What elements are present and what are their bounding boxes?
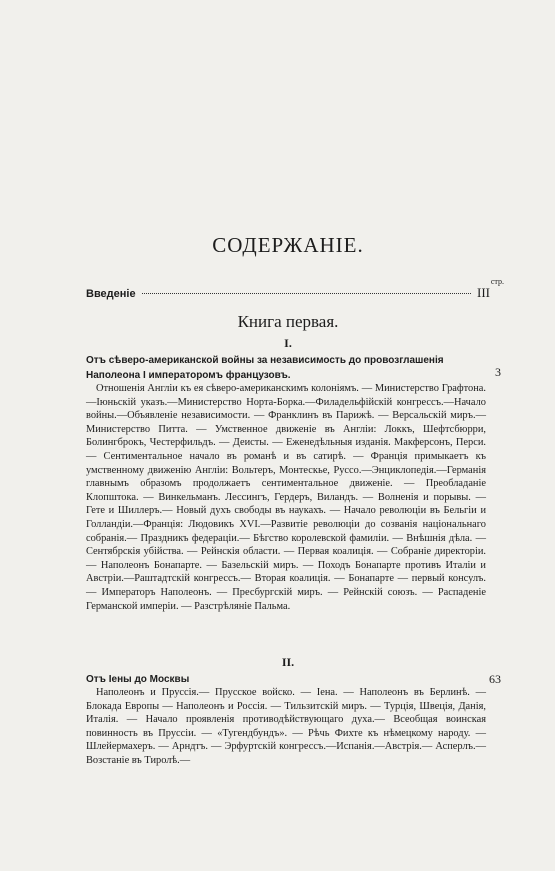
chapter-heading: Отъ Іены до Москвы (86, 674, 190, 685)
dot-leader (142, 293, 471, 294)
chapter-page: 3 (495, 365, 501, 379)
chapter-contents: Отношенія Англіи къ ея сѣверо-американскимъ колоніямъ. — Министерство Графтона.—Іюньскій указъ.—Министерство Норта-Борка.—Филадельфійскій конгрессъ.—Начало войны.—Объявленіе независимости. — Франклинъ въ Парижѣ. — Версальскій миръ.— Министерство Питта. — Умственное движеніе въ Англіи: Локкъ, Шефтсбюрри, Болингброкъ, Честерфильдъ. — Деисты. — Еженедѣльныя изданія. Макферсонъ, Перси. — Сентиментальное начало въ романѣ и въ сатирѣ. — Франція примыкаетъ къ умственному движенію Англіи: Вольтеръ, Монтескье, Руссо.—Энциклопедія.—Германія главнымъ образомъ продолжаетъ сентиментальное движеніе. — Преобладаніе Клопштока. — Винкельманъ. Лессингъ, Гердеръ, Виландъ. — Волненія и порывы. — Гете и Шиллеръ.— Новый духъ свободы въ наукахъ. — Начало революціи въ Бельгіи и Голландіи.—Франція: Людовикъ XVI.—Развитіе революціи до созванія національнаго собранія.— Праздникъ федераціи.— Бѣгство королевской фамиліи. — Внѣшнія дѣла. — Сентябрскія убійства. — Рейнскія области. — Первая коалиція. — Собраніе директоріи. — Наполеонъ Бонапарте. — Базельскій миръ. — Походъ Бонапарте противъ Италіи и Австріи.—Раштадтскій конгрессъ.— Вторая коалиція. — Бонапарте — первый консулъ. — Императоръ Наполеонъ. — Пресбургскій миръ. — Рейнскій союзъ. — Распаденіе Германской имперіи. — Разстрѣляніе Пальма. (86, 383, 486, 612)
toc-entry-page: III (477, 285, 490, 300)
page-title: СОДЕРЖАНІЕ. (212, 233, 364, 257)
page-column-label: стр. (490, 277, 504, 286)
chapter-number: I. (284, 336, 292, 350)
chapter-page: 63 (489, 672, 501, 686)
chapter-contents: Наполеонъ и Пруссія.— Прусское войско. — Іена. — Наполеонъ въ Берлинѣ. — Блокада Европы — Наполеонъ и Россія. — Тильзитскій миръ. — Турція, Швеція, Данія, Италія. — Начало проявленія противодѣйствующаго духа.— Всеобщая воинская повинность въ Пруссіи. — «Тугендбундъ». — Рѣчь Фихте къ нѣмецкому народу. — Шлейермахеръ. — Арндтъ. — Эрфуртскій конгрессъ.—Испанія.—Австрія.— Асперлъ.— Возстаніе въ Тиролѣ.— (86, 687, 486, 766)
toc-entry-label: Введеніе (86, 288, 136, 300)
chapter-heading: Отъ сѣверо-американской войны за независимость до провозглашенія Наполеона I императоромъ французовъ. (86, 355, 444, 381)
toc-entry-intro (86, 285, 490, 301)
book-title: Книга первая. (237, 312, 339, 331)
chapter-number: II. (281, 655, 295, 669)
